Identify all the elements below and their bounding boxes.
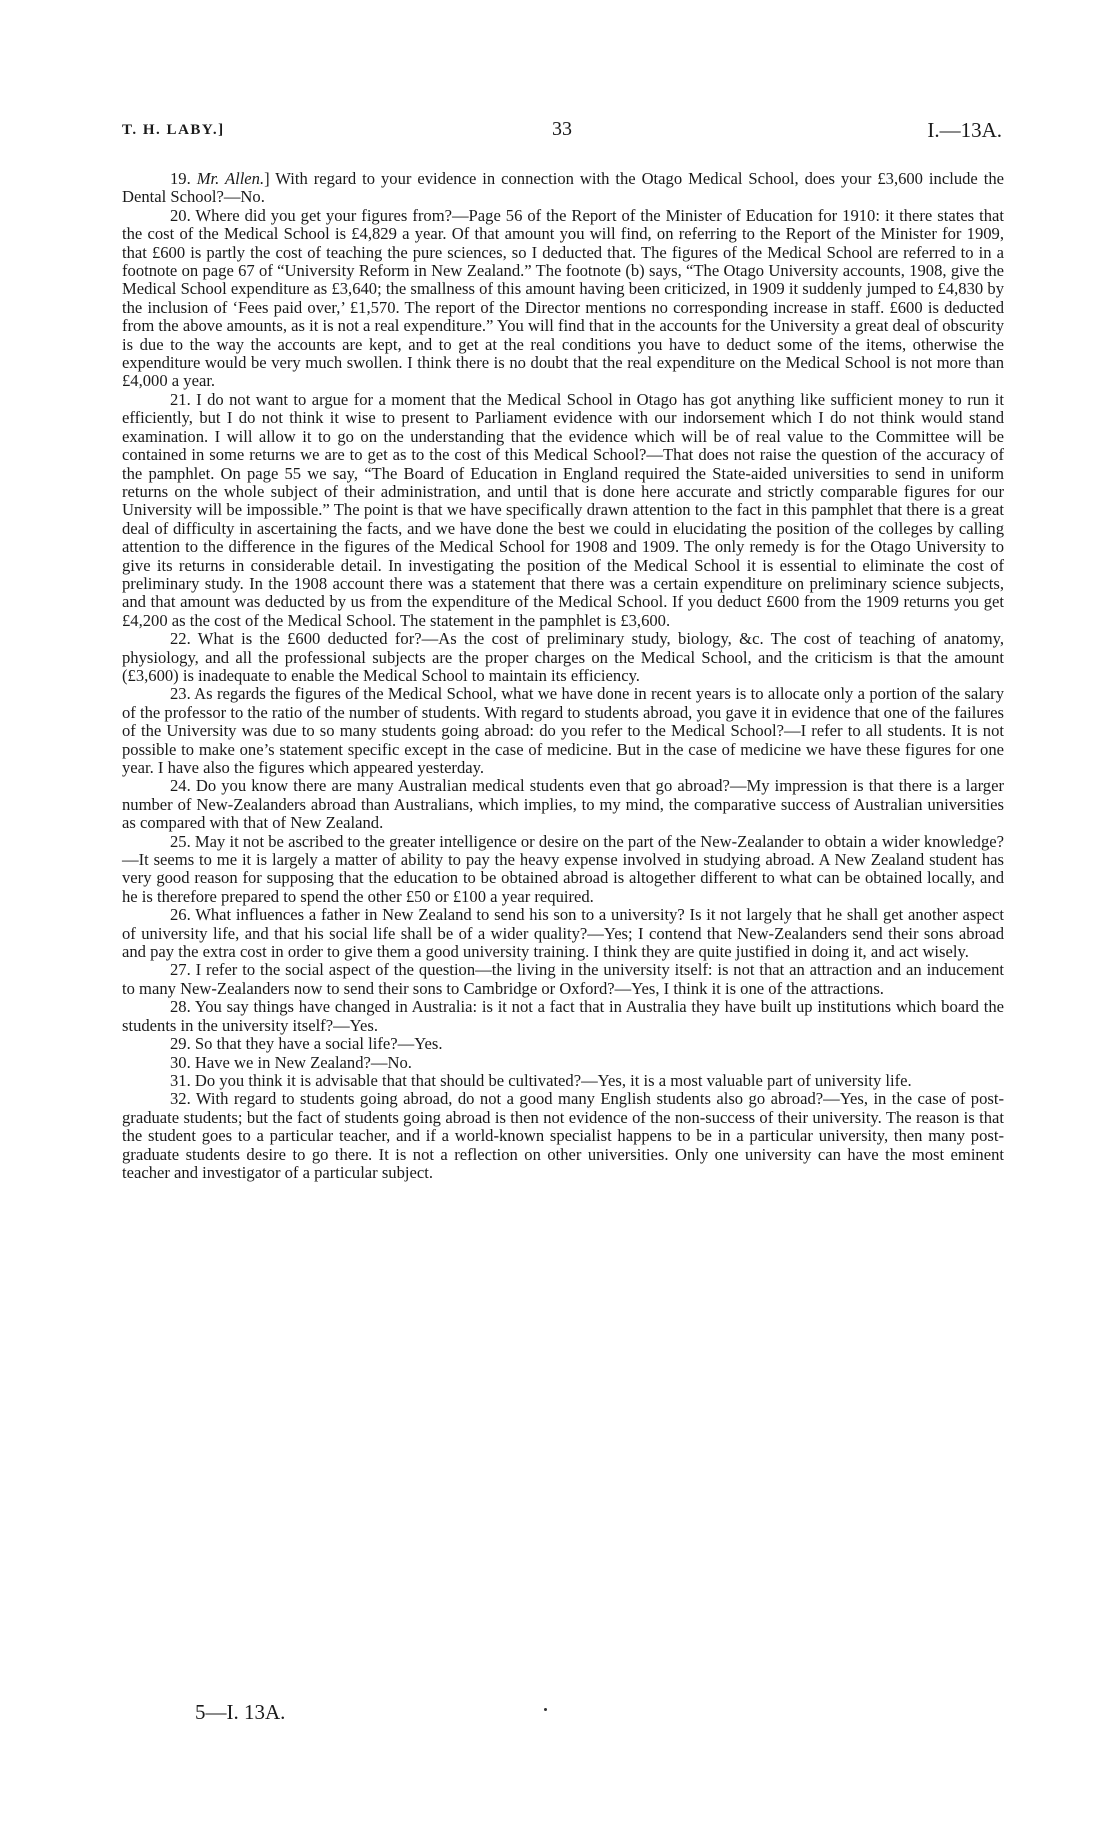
paragraph-21: 21. I do not want to argue for a moment that the Medical School in Otago has got anything like sufficient money to run it efficiently, but I do not think it wise to present to Parliament evidence with our indorsement which I do not think would stand examination. I will allow it to go on the understanding that the evidence which will be of real value to the Committee will be contained in some returns we are to get as to the cost of this Medical School?—That does not raise the question of the accuracy of the pamphlet. On page 55 we say, “The Board of Education in England required the State-aided universities to send in uniform returns on the whole subject of their administration, and until that is done here accurate and strictly comparable figures for our University will be impossible.” The point is that we have specifically drawn attention to the fact in this pamphlet that there is a great deal of difficulty in ascertaining the facts, and we have done the best we could in elucidating the position of the colleges by calling attention to the difference in the figures of the Medical School for 1908 and 1909. The only remedy is for the Otago University to give its returns in considerable detail. In investigating the position of the Medical School it is essential to eliminate the cost of preliminary study. In the 1908 account there was a statement that there was a certain expenditure on preliminary science subjects, and that amount was deducted by us from the expenditure of the Medical School. If you deduct £600 from the 1909 returns you get £4,200 as the cost of the Medical School. The statement in the pamphlet is £3,600. [122,389,1004,630]
paragraph-20: 20. Where did you get your figures from?—Page 56 of the Report of the Minister of Education for 1910: it there states that the cost of the Medical School is £4,829 a year. Of that amount you will find, on referring to the Report of the Minister for 1909, that £600 is partly the cost of teaching the pure sciences, so I deducted that. The figures of the Medical School are referred to in a footnote on page 67 of “University Reform in New Zealand.” The footnote (b) says, “The Otago University accounts, 1908, give the Medical School expenditure as £3,640; the smallness of this amount having been criticized, in 1909 it suddenly jumped to £4,830 by the inclusion of ‘Fees paid over,’ £1,570. The report of the Director mentions no corresponding increase in staff. £600 is deducted from the above amounts, as it is not a real expenditure.” You will find that in the accounts for the University a great deal of obscurity is due to the way the accounts are kept, and to get at the real conditions you have to deduct some of the items, otherwise the expenditure would be very much swollen. I think there is no doubt that the real expenditure on the Medical School is not more than £4,000 a year. [122,205,1005,391]
stray-dot [544,1708,547,1711]
paragraph-29: 29. So that they have a social life?—Yes. [170,1034,443,1054]
speaker-name: Mr. Allen. [196,169,265,188]
paragraph-28: 28. You say things have changed in Australia: is it not a fact that in Australia they have built up institutions which board the students in the university itself?—Yes. [122,997,1004,1035]
paragraph-25: 25. May it not be ascribed to the greater intelligence or desire on the part of the New-Zealander to obtain a wider knowledge?—It seems to me it is largely a matter of ability to pay the heavy expense involved in studying abroad. A New Zealand student has very good reason for supposing that the education to be obtained abroad is altogether different to what can be obtained locally, and he is therefore prepared to spend the other £50 or £100 a year required. [122,831,1004,906]
header-page-number: 33 [552,118,572,140]
paragraph-19 [122,170,1004,207]
paragraph-23: 23. As regards the figures of the Medical School, what we have done in recent years is to allocate only a portion of the salary of the professor to the ratio of the number of students. With regard to students abroad, you gave it in evidence that one of the failures of the University was due to so many students going abroad: do you refer to the Medical School?—I refer to all students. It is not possible to make one’s statement specific except in the case of medicine. But in the case of medicine we have these figures for one year. I have also the figures which appeared yesterday. [122,684,1004,777]
body-text [122,170,1004,1182]
speaker-bracket: ] [264,169,270,188]
signature-mark: 5—I. 13A. [195,1700,286,1724]
paragraph-32: 32. With regard to students going abroad, do not a good many English students also go abroad?—Yes, in the case of post-graduate students; but the fact of students going abroad is then not evidence of the non-success of their university. The reason is that the student goes to a particular teacher, and if a world-known specialist happens to be in a particular university, then many post-graduate students desire to go there. It is not a reflection on other universities. Only one university can have the most eminent teacher and investigator of a particular subject. [122,1089,1004,1182]
question-number-19: 19. [170,169,197,188]
paragraph-26: 26. What influences a father in New Zealand to send his son to a university? Is it not largely that he shall get another aspect of university life, and that his social life shall be of a wider quality?—Yes; I contend that New-Zealanders send their sons abroad and pay the extra cost in order to give them a good university training. I think they are quite justified in doing it, and act wisely. [122,905,1004,962]
header-document-ref: I.—13A. [927,118,1002,142]
paragraph-24: 24. Do you know there are many Australian medical students even that go abroad?—My impression is that there is a larger number of New-Zealanders abroad than Australians, which implies, to my mind, the comparative success of Australian universities as compared with that of New Zealand. [122,776,1004,833]
paragraph-30: 30. Have we in New Zealand?—No. [170,1052,412,1072]
header-witness-name: T. H. LABY.] [122,122,225,138]
page-header [122,118,1002,148]
paragraph-22: 22. What is the £600 deducted for?—As the cost of preliminary study, biology, &c. The cost of teaching of anatomy, physiology, and all the professional subjects are the proper charges on the Medical School, and the criticism is that the amount (£3,600) is inadequate to enable the Medical School to maintain its efficiency. [122,629,1004,685]
paragraph-text: With regard to your evidence in connection with the Otago Medical School, does your £3,600 include the Dental School?—No. [122,169,1005,207]
paragraph-27: 27. I refer to the social aspect of the question—the living in the university itself: is not that an attraction and an inducement to many New-Zealanders now to send their sons to Cambridge or Oxford?—Yes, I think it is one of the attractions. [122,960,1004,998]
paragraph-31: 31. Do you think it is advisable that that should be cultivated?—Yes, it is a most valuable part of university life. [170,1070,912,1090]
